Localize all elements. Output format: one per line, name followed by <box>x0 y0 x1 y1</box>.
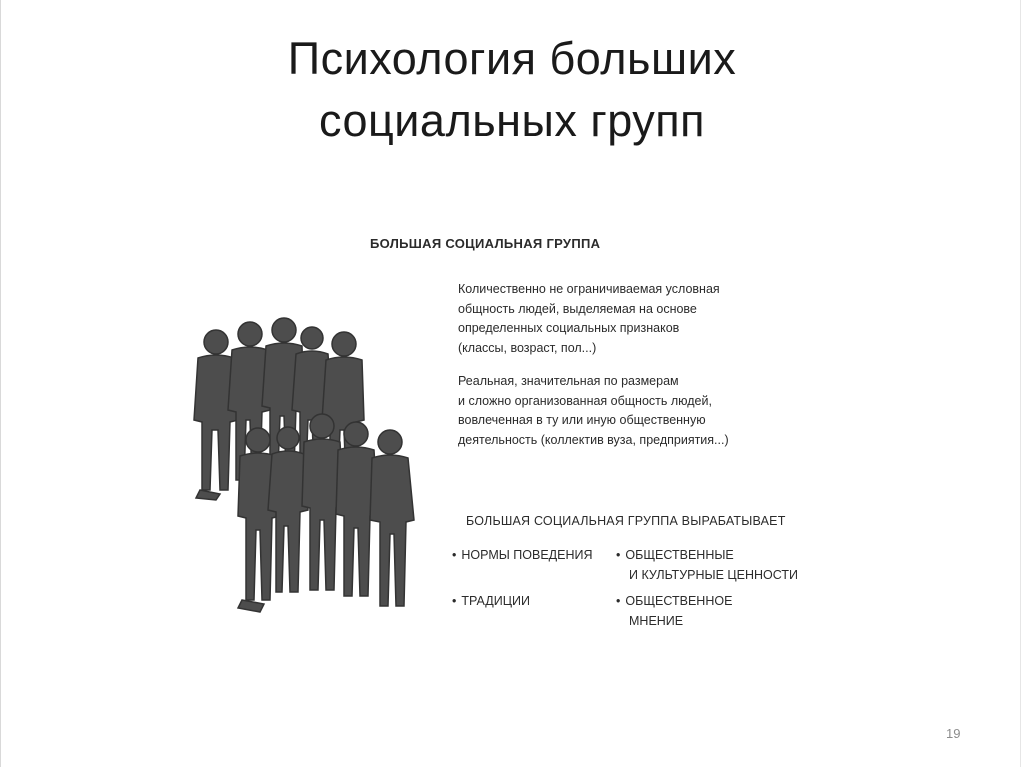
definition-line: определенных социальных признаков <box>458 321 680 335</box>
page-number: 19 <box>946 726 961 741</box>
produces-item-text: И КУЛЬТУРНЫЕ ЦЕННОСТИ <box>629 567 798 582</box>
title-line: Психология больших <box>287 33 737 84</box>
produces-item <box>616 592 732 631</box>
definition-line: Количественно не ограничиваемая условная <box>458 282 720 296</box>
produces-item-text: ОБЩЕСТВЕННЫЕ <box>625 548 734 562</box>
people-group-illustration <box>176 270 426 630</box>
definition-line: и сложно организованная общность людей, <box>458 393 712 408</box>
produces-item-line <box>452 546 593 566</box>
bullet-icon: • <box>616 594 621 608</box>
produces-item-line <box>452 592 530 612</box>
infographic-heading: БОЛЬШАЯ СОЦИАЛЬНАЯ ГРУППА <box>370 236 601 251</box>
bullet-icon: • <box>452 548 457 562</box>
definition-line: деятельность (коллектив вуза, предприятия...) <box>458 432 729 447</box>
infographic <box>176 230 836 650</box>
produces-item-text: ТРАДИЦИИ <box>461 594 530 608</box>
produces-item-line <box>616 546 798 566</box>
produces-item <box>452 546 593 566</box>
definition-line: вовлеченная в ту или иную общественную <box>458 413 706 427</box>
produces-item-text: МНЕНИЕ <box>629 613 684 628</box>
slide-title <box>0 28 1024 152</box>
produces-item-line <box>616 592 732 612</box>
produces-item <box>452 592 530 612</box>
produces-item <box>616 546 798 585</box>
bullet-icon: • <box>616 548 621 562</box>
bullet-icon: • <box>452 594 457 608</box>
produces-item-text: ОБЩЕСТВЕННОЕ <box>625 594 733 608</box>
definition-block <box>458 280 798 358</box>
definition-line: (классы, возраст, пол...) <box>458 340 597 355</box>
definition-line: Реальная, значительная по размерам <box>458 374 679 388</box>
person-silhouette <box>370 430 414 606</box>
definition-block <box>458 372 798 450</box>
title-line: социальных групп <box>318 95 706 146</box>
produces-heading: БОЛЬШАЯ СОЦИАЛЬНАЯ ГРУППА ВЫРАБАТЫВАЕТ <box>466 514 786 528</box>
definition-line: общность людей, выделяемая на основе <box>458 301 697 316</box>
produces-item-text: НОРМЫ ПОВЕДЕНИЯ <box>461 548 593 562</box>
